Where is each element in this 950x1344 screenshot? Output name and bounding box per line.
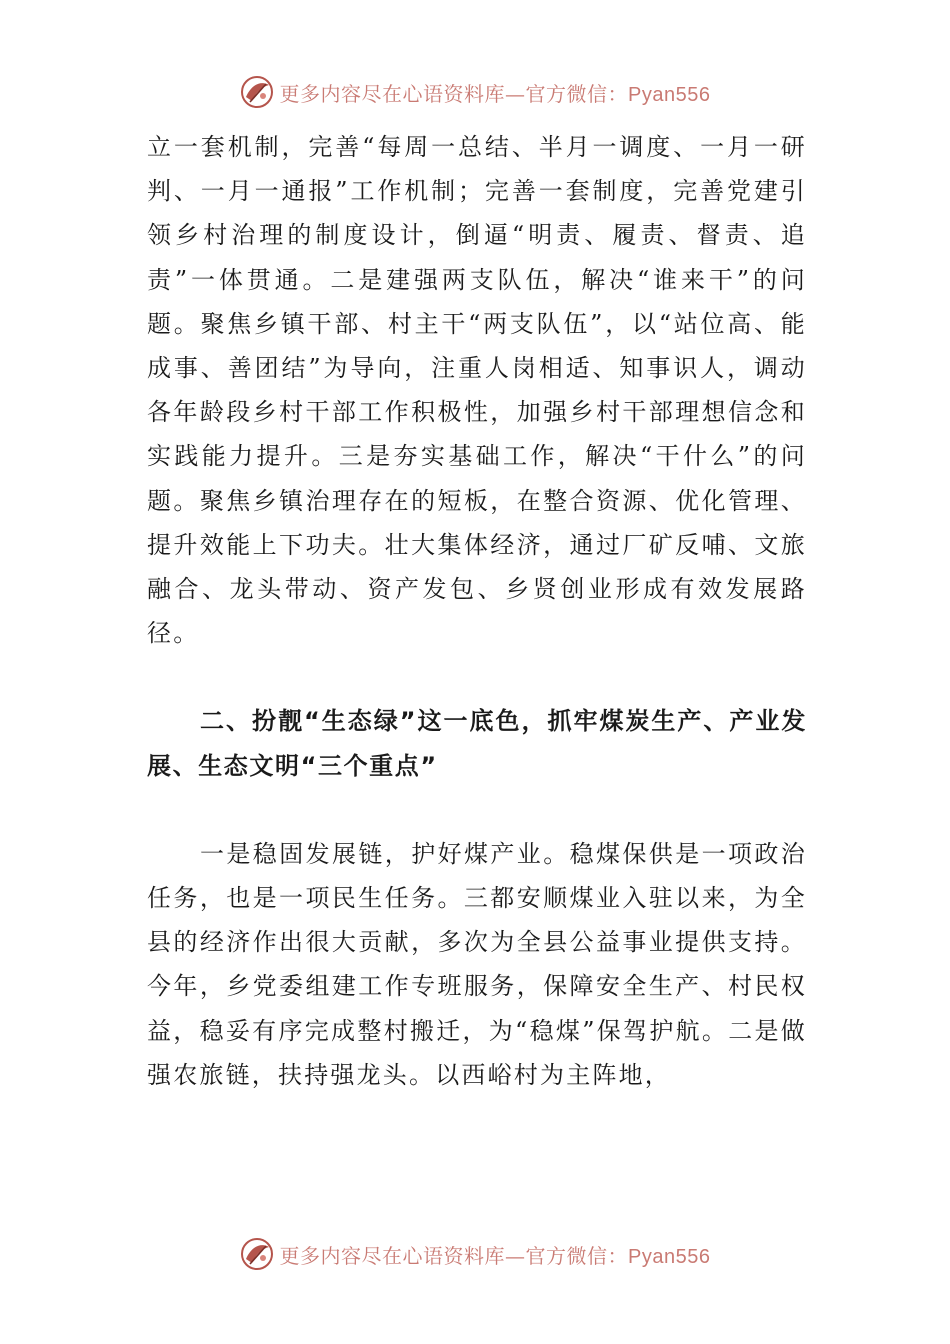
watermark-logo-icon: [240, 1237, 274, 1271]
body-paragraph-1: 立一套机制，完善“每周一总结、半月一调度、一月一研判、一月一通报”工作机制；完善一套制度，完善党建引领乡村治理的制度设计，倒逼“明责、履责、督责、追责”一体贯通。二是建强两支队伍，解决“谁来干”的问题。聚焦乡镇干部、村主干“两支队伍”，以“站位高、能成事、善团结”为导向，注重人岗相适、知事识人，调动各年龄段乡村干部工作积极性，加强乡村干部理想信念和实践能力提升。三是夯实基础工作，解决“干什么”的问题。聚焦乡镇治理存在的短板，在整合资源、优化管理、提升效能上下功夫。壮大集体经济，通过厂矿反哺、文旅融合、龙头带动、资产发包、乡贤创业形成有效发展路径。: [147, 133, 807, 648]
watermark-text: 更多内容尽在心语资料库—官方微信：Pyan556: [279, 81, 711, 106]
watermark-text: 更多内容尽在心语资料库—官方微信：Pyan556: [279, 1243, 711, 1268]
header-watermark: [0, 70, 950, 114]
watermark-logo-icon: [240, 75, 274, 109]
section-heading-2: 二、扮靓“生态绿”这一底色，抓牢煤炭生产、产业发展、生态文明“三个重点”: [147, 707, 807, 780]
body-paragraph-2: 一是稳固发展链，护好煤产业。稳煤保供是一项政治任务，也是一项民生任务。三都安顺煤业入驻以来，为全县的经济作出很大贡献，多次为全县公益事业提供支持。今年，乡党委组建工作专班服务，保障安全生产、村民权益，稳妥有序完成整村搬迁，为“稳煤”保驾护航。二是做强农旅链，扶持强龙头。以西峪村为主阵地，: [147, 839, 807, 1089]
document-body: [147, 125, 807, 1097]
footer-watermark: [0, 1232, 950, 1276]
